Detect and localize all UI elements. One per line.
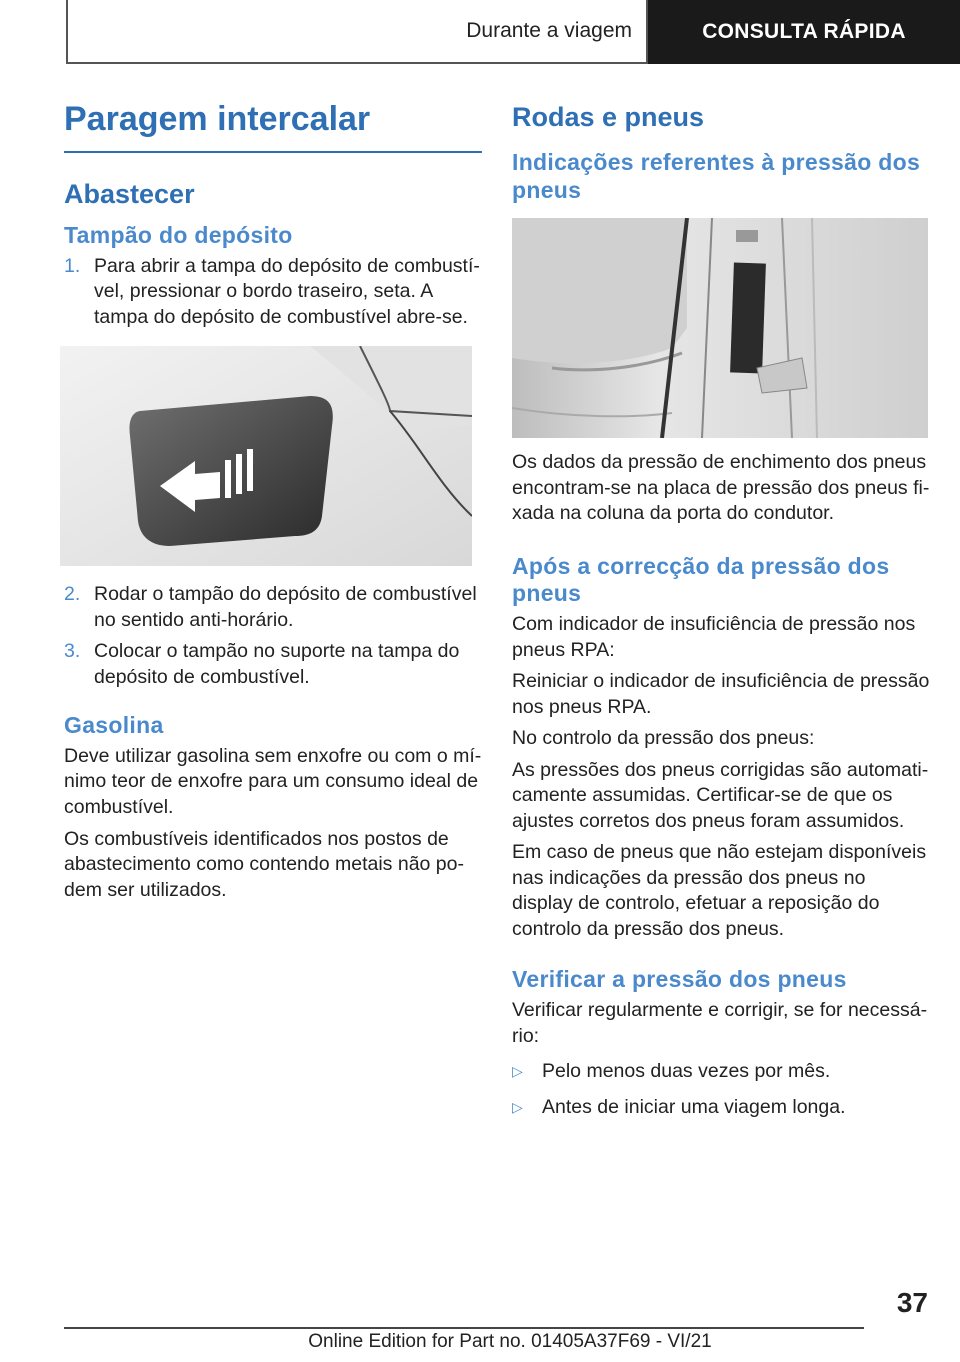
footer-edition: Online Edition for Part no. 01405A37F69 - VI/21 — [308, 1331, 712, 1352]
triangle-bullet-icon: ▷ — [512, 1098, 523, 1115]
page-number: 37 — [896, 1287, 928, 1318]
apos-paragraph-4: As pressões dos pneus corrigidas são automati-camente assumidas. Certificar-se de que os ajustes corretos dos pneus foram assumidos. — [512, 758, 929, 832]
heading-abastecer: Abastecer — [64, 179, 195, 209]
bullet-item — [512, 1095, 930, 1121]
gasolina-paragraph-2: Os combustíveis identificados nos postos de abastecimento como contendo metais não po-dem ser utilizados. — [64, 827, 464, 901]
bullet-text: Antes de iniciar uma viagem longa. — [542, 1095, 846, 1118]
step-1 — [64, 254, 482, 331]
step-3 — [64, 639, 482, 690]
heading-gasolina: Gasolina — [64, 712, 164, 739]
step-2 — [64, 582, 482, 633]
header-tabs — [66, 0, 960, 64]
left-column — [64, 100, 482, 909]
triangle-bullet-icon: ▷ — [512, 1063, 523, 1080]
apos-paragraph-1: Com indicador de insuficiência de pressão nos pneus RPA: — [512, 613, 916, 661]
right-column — [512, 100, 930, 1130]
tire-pressure-label-image — [512, 218, 928, 438]
heading-rodas-e-pneus: Rodas e pneus — [512, 102, 705, 132]
section-title-paragem: Paragem intercalar — [64, 100, 482, 153]
heading-tampao: Tampão do depósito — [64, 222, 293, 249]
tab-section-durante-a-viagem[interactable]: Durante a viagem — [66, 0, 648, 64]
step-number: 2. — [64, 583, 81, 606]
bullet-item — [512, 1059, 930, 1085]
heading-apos-correccao: Após a correcção da pressão dos pneus — [512, 552, 890, 607]
bullet-text: Pelo menos duas vezes por mês. — [542, 1060, 831, 1083]
apos-paragraph-3: No controlo da pressão dos pneus: — [512, 727, 815, 750]
tab-consulta-rapida[interactable]: CONSULTA RÁPIDA — [648, 0, 960, 64]
step-number: 1. — [64, 254, 81, 277]
door-pillar-illustration — [512, 218, 928, 438]
footer-divider — [64, 1327, 864, 1329]
pressao-paragraph: Os dados da pressão de enchimento dos pneus encontram-se na placa de pressão dos pneus fi-xada na coluna da porta do condutor. — [512, 451, 930, 525]
step-text: Colocar o tampão no suporte na tampa do depósito de combustível. — [94, 640, 460, 688]
step-text: Rodar o tampão do depósito de combustível no sentido anti-horário. — [94, 583, 477, 631]
gasolina-paragraph-1: Deve utilizar gasolina sem enxofre ou com o mí-nimo teor de enxofre para um consumo ideal de combustível. — [64, 744, 482, 819]
apos-paragraph-2: Reiniciar o indicador de insuficiência de pressão nos pneus RPA. — [512, 670, 930, 718]
step-text: Para abrir a tampa do depósito de combustí-vel, pressionar o bordo traseiro, seta. A tampa do depósito de combustível abre-se. — [94, 254, 480, 328]
verificar-paragraph: Verificar regularmente e corrigir, se for necessá-rio: — [512, 998, 928, 1047]
heading-indicacoes-pressao: Indicações referentes à pressão dos pneus — [512, 149, 921, 203]
apos-paragraph-5: Em caso de pneus que não estejam disponíveis nas indicações da pressão dos pneus no display de controlo, efetuar a reposição do controlo da pressão dos pneus. — [512, 841, 927, 940]
fuel-cap-illustration — [60, 346, 472, 566]
heading-verificar-pressao: Verificar a pressão dos pneus — [512, 966, 847, 993]
step-number: 3. — [64, 640, 81, 663]
fuel-cap-image — [60, 346, 472, 566]
